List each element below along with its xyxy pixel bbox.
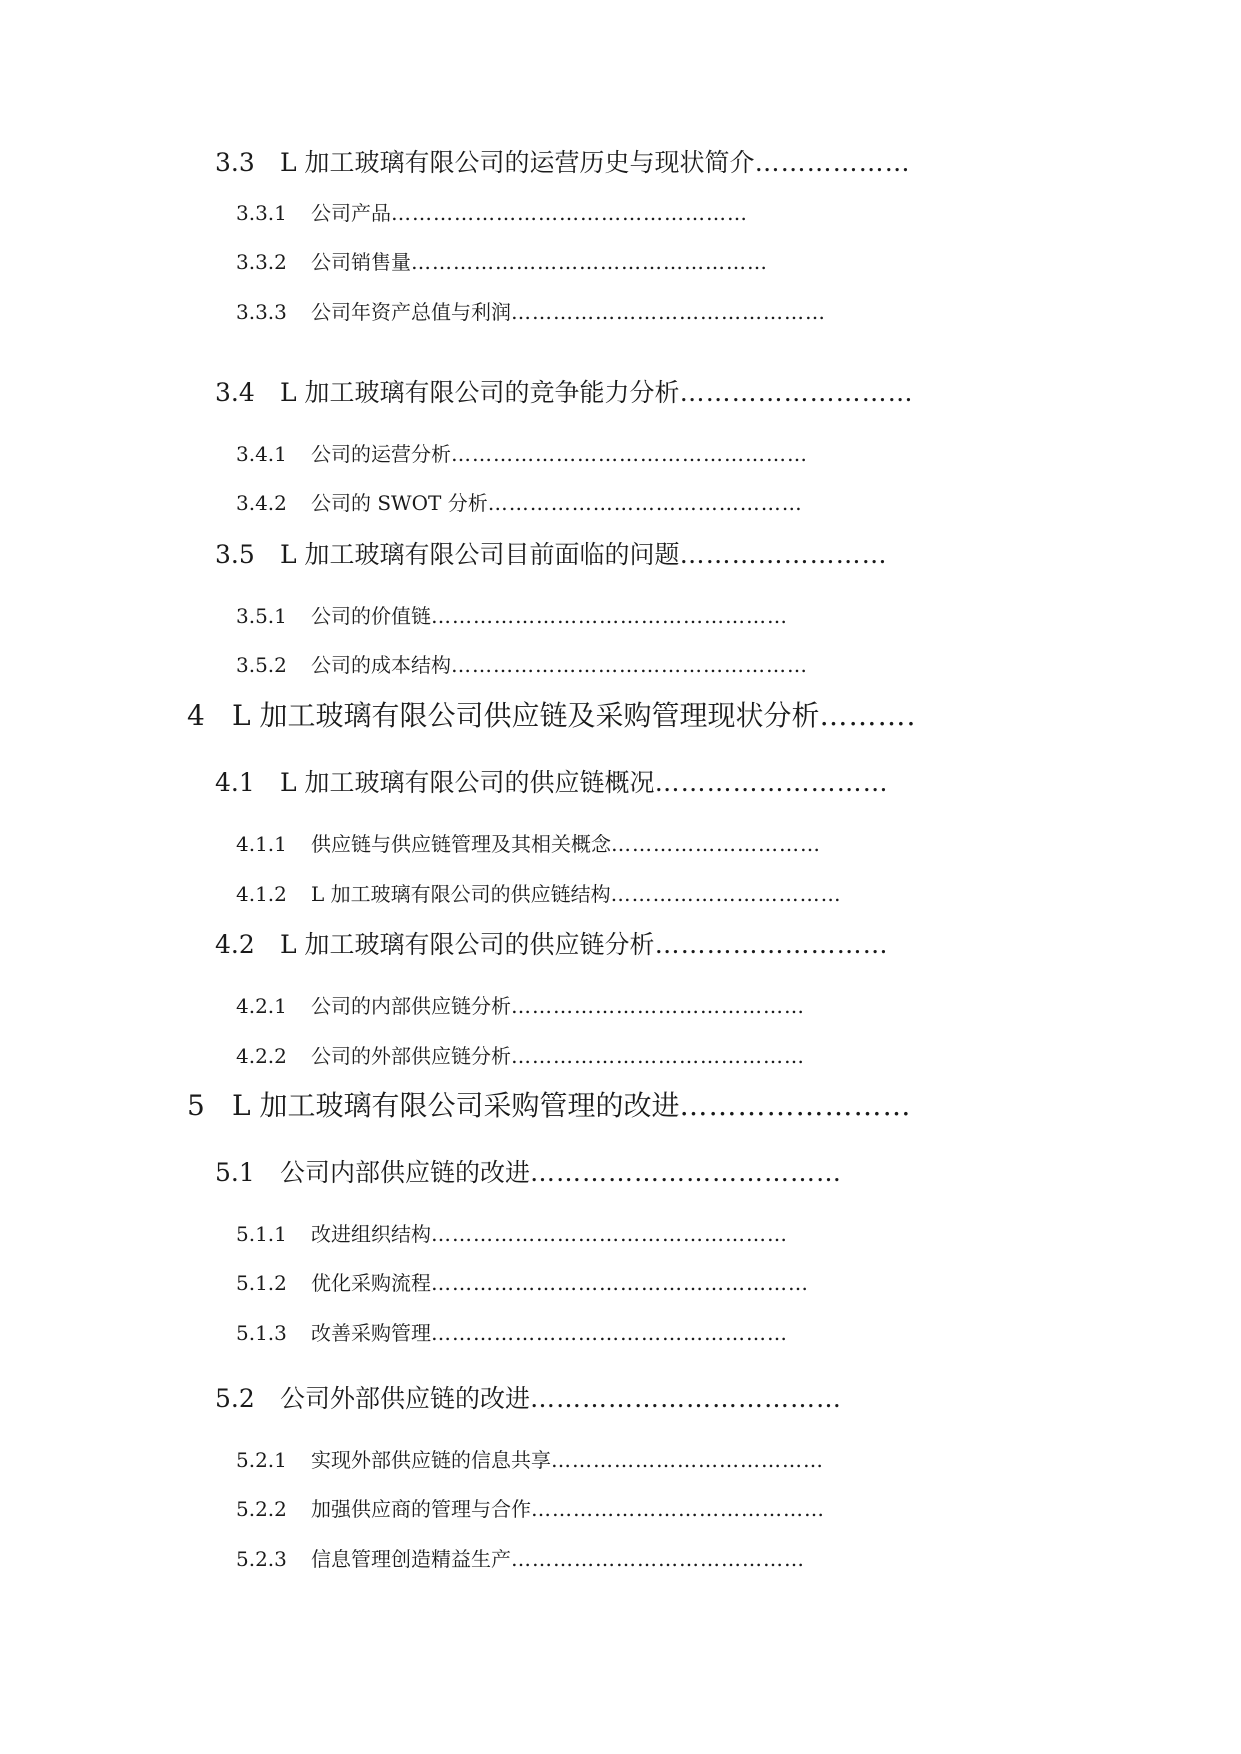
toc-entry[interactable]	[187, 699, 917, 732]
toc-entry-number: 5.1	[215, 1158, 255, 1187]
toc-entry[interactable]	[236, 884, 842, 904]
toc-entry-title: 改善采购管理	[311, 1321, 431, 1345]
toc-leader-dots: ……………………	[679, 540, 888, 569]
toc-entry-title: 公司外部供应链的改进	[280, 1384, 531, 1413]
toc-entry-number: 5	[187, 1089, 205, 1122]
toc-entry[interactable]	[236, 834, 821, 854]
toc-entry-title: 信息管理创造精益生产	[311, 1547, 511, 1571]
toc-leader-dots: ……………………………………	[531, 1497, 825, 1521]
toc-entry[interactable]	[236, 655, 808, 675]
toc-leader-dots: …………………………	[611, 832, 821, 856]
toc-leader-dots: ……………………………………	[511, 1044, 805, 1068]
toc-entry[interactable]	[236, 302, 826, 322]
toc-entry-title: L 加工玻璃有限公司的供应链概况	[280, 768, 655, 797]
toc-leader-dots: …………………………………	[551, 1448, 824, 1472]
toc-entry-title: L 加工玻璃有限公司目前面临的问题	[280, 540, 680, 569]
toc-entry[interactable]	[187, 1089, 912, 1122]
toc-entry-title: L 加工玻璃有限公司的运营历史与现状简介	[280, 148, 755, 177]
toc-entry-number: 4.1	[215, 768, 255, 797]
toc-entry-title: 公司的内部供应链分析	[311, 994, 511, 1018]
toc-entry-title: 公司产品	[311, 201, 391, 225]
toc-entry[interactable]	[215, 1386, 842, 1411]
toc-leader-dots: ……………………	[679, 1089, 912, 1122]
toc-entry-title: 实现外部供应链的信息共享	[311, 1448, 551, 1472]
toc-entry[interactable]	[236, 996, 805, 1016]
toc-entry-title: 公司内部供应链的改进	[280, 1158, 531, 1187]
toc-entry[interactable]	[215, 932, 889, 957]
toc-entry-title: 改进组织结构	[311, 1222, 431, 1246]
toc-leader-dots: ………………	[754, 148, 911, 177]
toc-entry-title: 加强供应商的管理与合作	[311, 1497, 531, 1521]
toc-leader-dots: ……………………………………	[511, 1547, 805, 1571]
toc-entry-number: 3.3	[215, 148, 255, 177]
toc-entry-title: L 加工玻璃有限公司的供应链结构	[311, 882, 611, 906]
toc-leader-dots: ………………………………………	[511, 300, 826, 324]
toc-entry-number: 3.3.3	[236, 300, 287, 324]
toc-entry-number: 4.1.2	[236, 882, 287, 906]
toc-entry-number: 5.2.3	[236, 1547, 287, 1571]
toc-leader-dots: ………………………………	[530, 1384, 843, 1413]
toc-entry[interactable]	[236, 606, 788, 626]
toc-entry-number: 4.2.1	[236, 994, 287, 1018]
toc-entry-number: 5.2.2	[236, 1497, 287, 1521]
toc-entry-number: 5.1.1	[236, 1222, 287, 1246]
toc-entry-title: 公司销售量	[311, 250, 411, 274]
toc-entry-title: 公司的价值链	[311, 604, 431, 628]
toc-entry-number: 5.2.1	[236, 1448, 287, 1472]
toc-entry-number: 3.5.2	[236, 653, 287, 677]
toc-leader-dots: ………………………………………	[487, 491, 803, 515]
toc-entry-number: 4.2.2	[236, 1044, 287, 1068]
toc-leader-dots: ……………………………………………	[451, 442, 808, 466]
toc-entry-number: 3.3.2	[236, 250, 287, 274]
toc-entry-title: L 加工玻璃有限公司供应链及采购管理现状分析	[232, 699, 820, 732]
toc-leader-dots: ……………………………………………	[451, 653, 808, 677]
toc-entry-title: 公司年资产总值与利润	[311, 300, 511, 324]
toc-entry-title: 公司的运营分析	[311, 442, 451, 466]
toc-leader-dots: ……………………………………………	[431, 1222, 788, 1246]
toc-entry-title: 公司的外部供应链分析	[311, 1044, 511, 1068]
toc-entry-number: 4	[187, 699, 205, 732]
toc-entry-title: L 加工玻璃有限公司的竞争能力分析	[280, 378, 680, 407]
toc-entry-number: 5.1.2	[236, 1271, 287, 1295]
toc-entry-title: 公司的 SWOT 分析	[311, 491, 488, 515]
toc-entry[interactable]	[236, 203, 748, 223]
toc-leader-dots: ……………………………………………	[431, 1321, 788, 1345]
toc-entry-title: 供应链与供应链管理及其相关概念	[311, 832, 611, 856]
toc-entry[interactable]	[215, 380, 914, 405]
toc-entry-title: L 加工玻璃有限公司采购管理的改进	[232, 1089, 680, 1122]
toc-entry-title: 优化采购流程	[311, 1271, 431, 1295]
toc-entry-number: 3.4.2	[236, 491, 287, 515]
toc-entry-number: 5.2	[215, 1384, 255, 1413]
toc-leader-dots: ………………………………………………	[431, 1271, 809, 1295]
toc-entry[interactable]	[236, 1273, 809, 1293]
toc-entry-number: 3.3.1	[236, 201, 287, 225]
toc-leader-dots: ……………………………………	[511, 994, 805, 1018]
toc-entry[interactable]	[215, 1160, 842, 1185]
toc-entry-number: 4.2	[215, 930, 255, 959]
toc-entry-number: 3.5.1	[236, 604, 287, 628]
toc-entry[interactable]	[215, 542, 888, 567]
toc-leader-dots: ………………………………	[530, 1158, 843, 1187]
toc-leader-dots: ……………………………………………	[431, 604, 788, 628]
toc-entry-title: 公司的成本结构	[311, 653, 451, 677]
toc-entry[interactable]	[236, 252, 768, 272]
toc-entry[interactable]	[236, 1323, 788, 1343]
toc-leader-dots: ……….	[819, 699, 917, 732]
toc-entry[interactable]	[236, 1499, 825, 1519]
toc-entry-number: 3.4	[215, 378, 255, 407]
toc-entry-number: 4.1.1	[236, 832, 287, 856]
toc-entry[interactable]	[236, 493, 803, 513]
toc-entry[interactable]	[215, 150, 911, 175]
toc-leader-dots: ………………………	[654, 768, 889, 797]
toc-entry[interactable]	[236, 1549, 805, 1569]
toc-entry[interactable]	[215, 770, 889, 795]
toc-entry[interactable]	[236, 444, 808, 464]
toc-leader-dots: ……………………………………………	[411, 250, 768, 274]
toc-entry-number: 3.4.1	[236, 442, 287, 466]
toc-entry[interactable]	[236, 1224, 788, 1244]
toc-entry-number: 3.5	[215, 540, 255, 569]
toc-entry-number: 5.1.3	[236, 1321, 287, 1345]
toc-leader-dots: ……………………………………………	[391, 201, 748, 225]
toc-leader-dots: ……………………………	[610, 882, 842, 906]
toc-entry[interactable]	[236, 1450, 824, 1470]
toc-entry[interactable]	[236, 1046, 805, 1066]
toc-leader-dots: ………………………	[679, 378, 914, 407]
toc-entry-title: L 加工玻璃有限公司的供应链分析	[280, 930, 655, 959]
toc-leader-dots: ………………………	[654, 930, 889, 959]
